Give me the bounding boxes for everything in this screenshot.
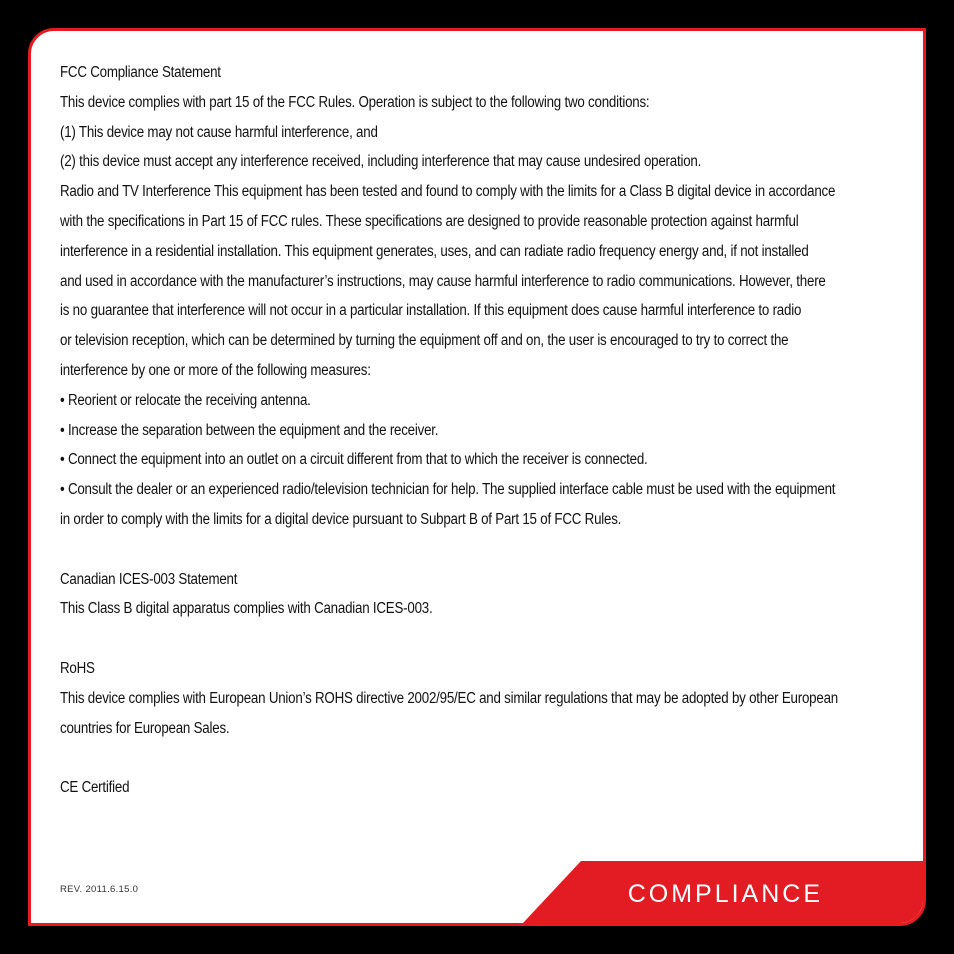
section-spacer bbox=[60, 624, 910, 654]
fcc-line: in order to comply with the limits for a digital device pursuant to Subpart B of Part 15 of FCC Rules. bbox=[60, 510, 622, 528]
fcc-line: This device complies with part 15 of the FCC Rules. Operation is subject to the following two conditions: bbox=[60, 93, 650, 111]
section-spacer bbox=[60, 743, 910, 773]
fcc-bullet: • Increase the separation between the equipment and the receiver. bbox=[60, 421, 439, 439]
fcc-line: with the specifications in Part 15 of FCC rules. These specifications are designed to provide reasonable protection against harmful bbox=[60, 212, 799, 230]
fcc-line: Radio and TV Interference This equipment has been tested and found to comply with the limits for a Class B digital device in accordance bbox=[60, 183, 836, 201]
section-spacer bbox=[60, 535, 910, 565]
document-card bbox=[28, 28, 926, 926]
fcc-section bbox=[60, 58, 910, 535]
fcc-line: and used in accordance with the manufacturer’s instructions, may cause harmful interference to radio communications. However, there bbox=[60, 272, 826, 290]
revision-label: REV. 2011.6.15.0 bbox=[60, 884, 139, 895]
fcc-line: or television reception, which can be determined by turning the equipment off and on, the user is encouraged to try to correct the bbox=[60, 332, 789, 350]
rohs-section bbox=[60, 654, 910, 743]
ices-section bbox=[60, 565, 910, 625]
fcc-heading: FCC Compliance Statement bbox=[60, 64, 221, 81]
fcc-line: is no guarantee that interference will not occur in a particular installation. If this equipment does cause harmful interference to radio bbox=[60, 302, 802, 320]
document-body bbox=[60, 58, 910, 803]
rohs-heading: RoHS bbox=[60, 659, 95, 677]
ices-line: This Class B digital apparatus complies with Canadian ICES-003. bbox=[60, 600, 433, 618]
fcc-bullet: • Connect the equipment into an outlet on a circuit different from that to which the receiver is connected. bbox=[60, 451, 648, 469]
fcc-line: interference by one or more of the following measures: bbox=[60, 361, 371, 379]
fcc-line: (2) this device must accept any interference received, including interference that may cause undesired operation. bbox=[60, 153, 702, 171]
fcc-line: (1) This device may not cause harmful interference, and bbox=[60, 123, 378, 141]
ices-heading: Canadian ICES-003 Statement bbox=[60, 570, 238, 588]
fcc-bullet: • Reorient or relocate the receiving antenna. bbox=[60, 391, 311, 409]
rohs-line: This device complies with European Union’s ROHS directive 2002/95/EC and similar regulations that may be adopted by other European bbox=[60, 689, 838, 707]
ce-heading: CE Certified bbox=[60, 779, 130, 797]
ce-section bbox=[60, 773, 910, 803]
section-title: COMPLIANCE bbox=[627, 880, 823, 908]
rohs-line: countries for European Sales. bbox=[60, 719, 230, 737]
fcc-line: interference in a residential installation. This equipment generates, uses, and can radiate radio frequency energy and, if not installed bbox=[60, 242, 809, 260]
fcc-bullet: • Consult the dealer or an experienced radio/television technician for help. The supplied interface cable must be used with the equipment bbox=[60, 481, 836, 499]
